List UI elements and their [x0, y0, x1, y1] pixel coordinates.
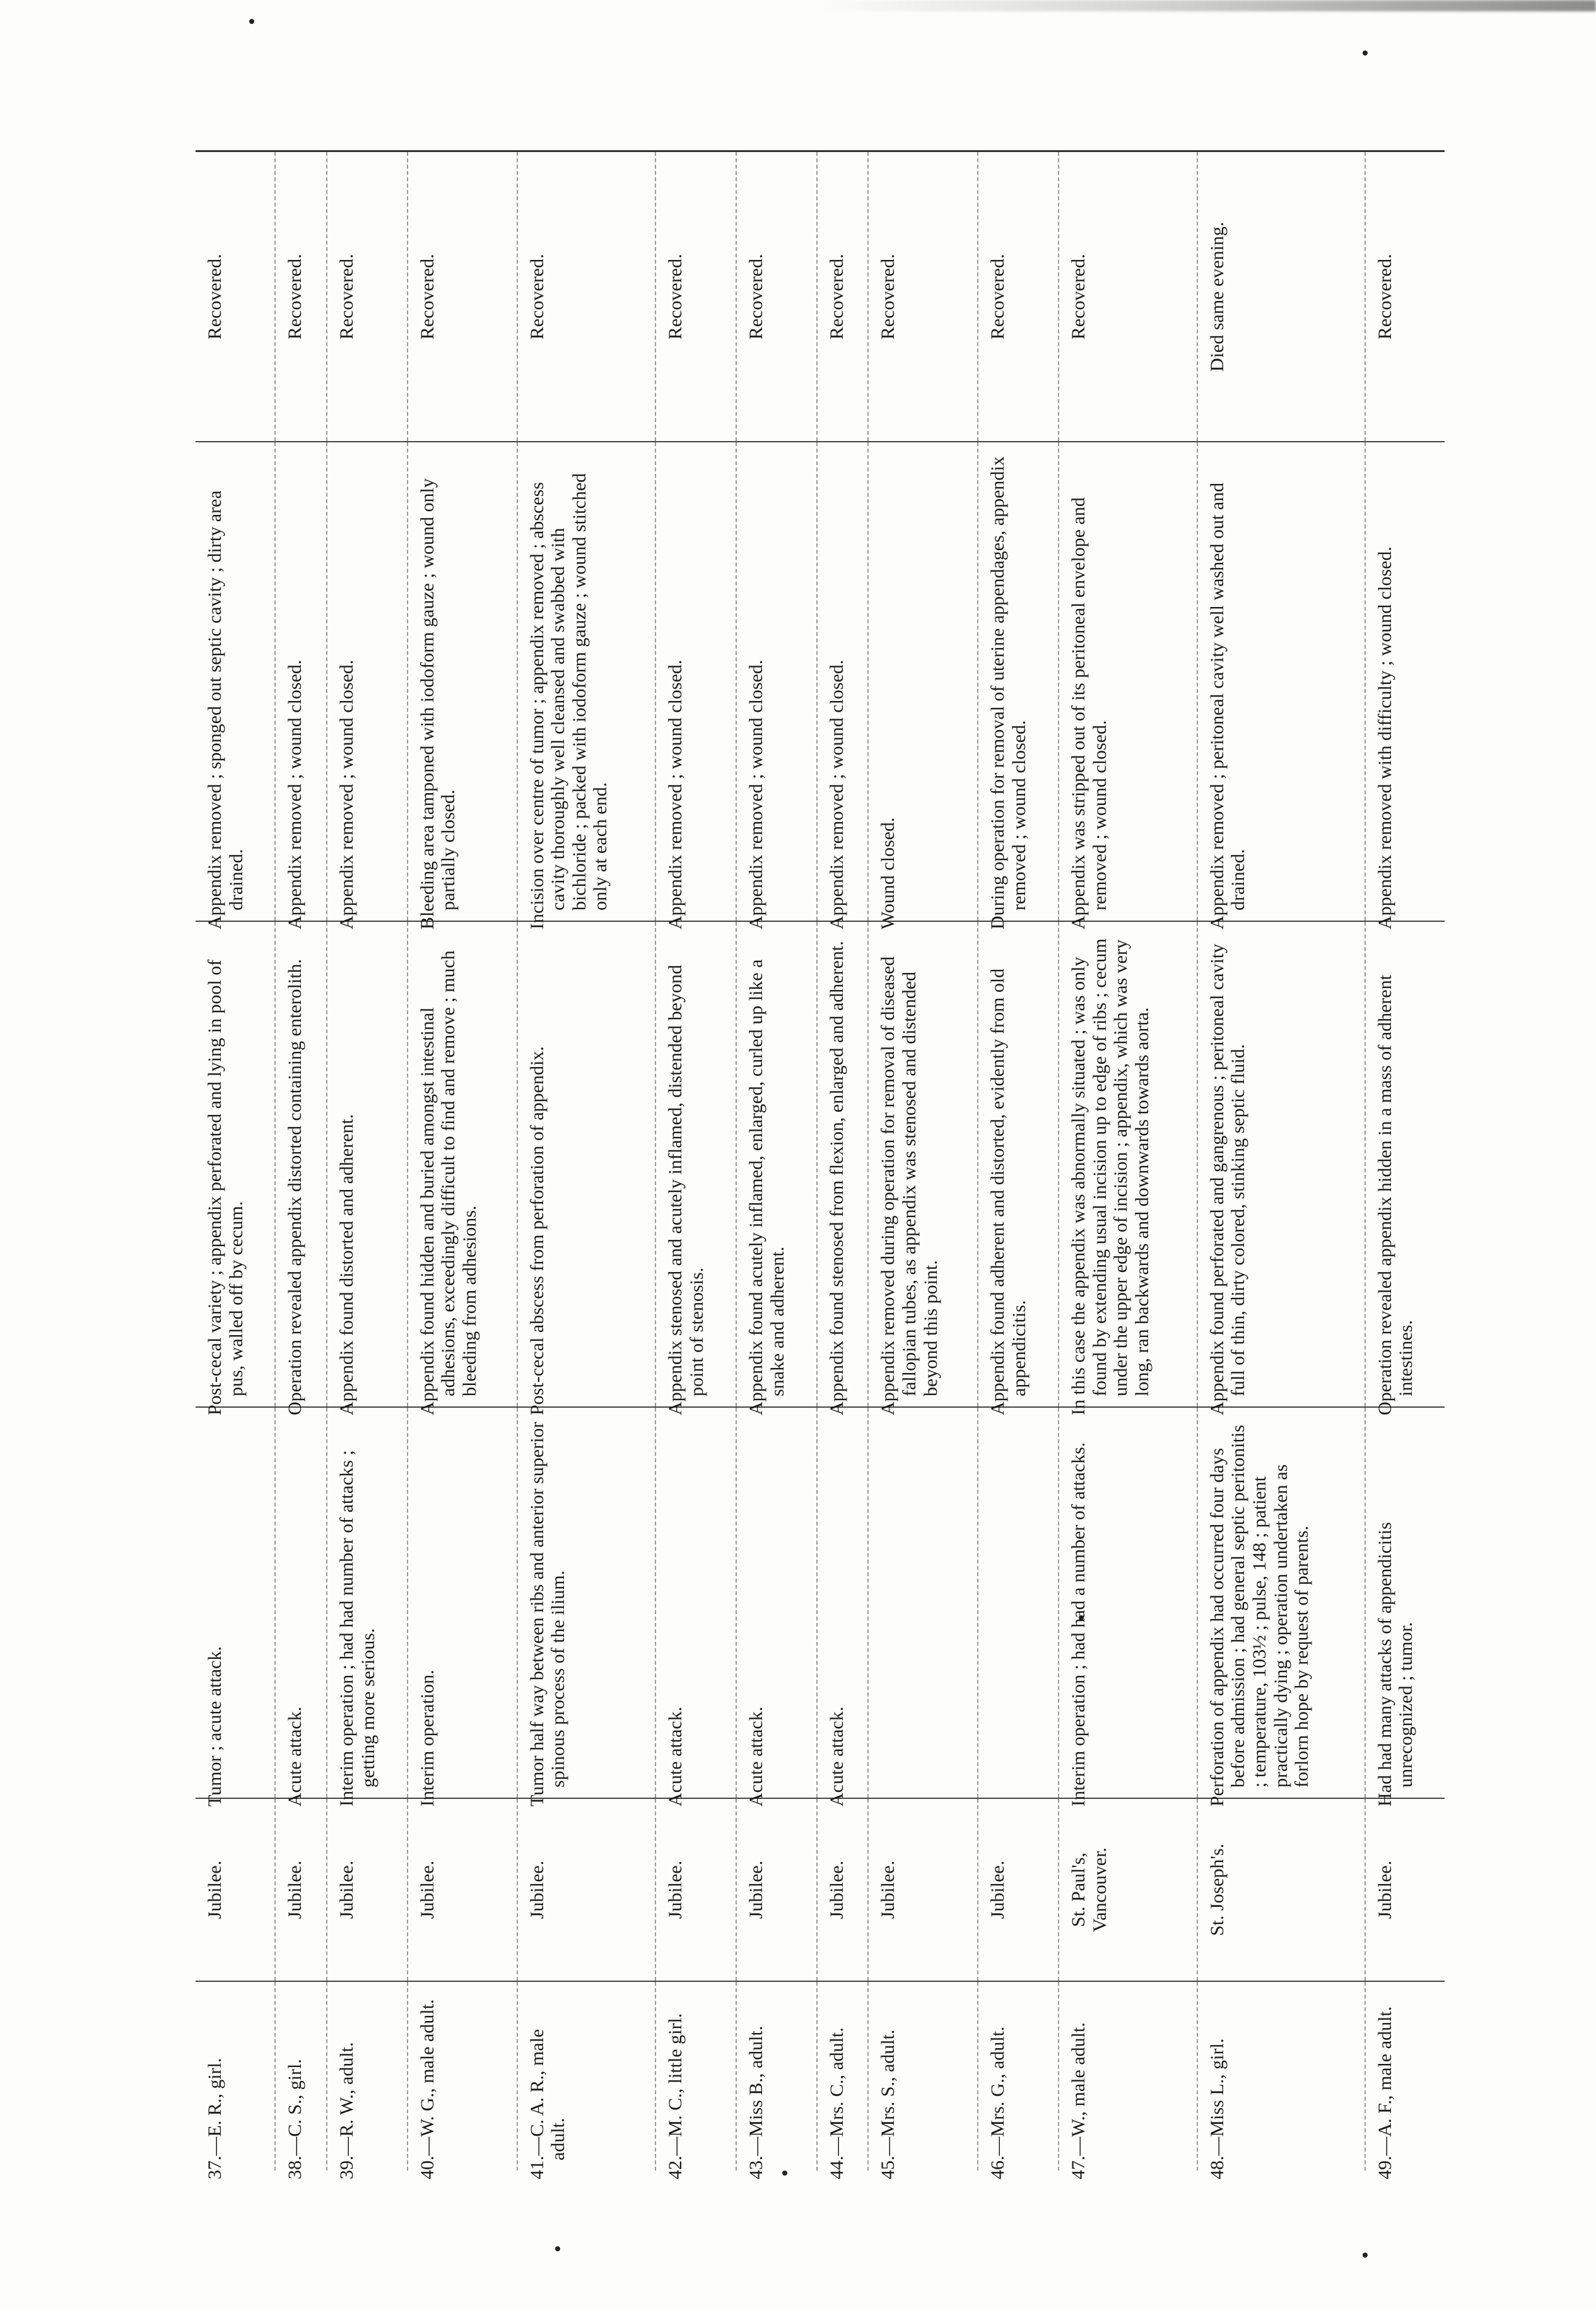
findings-cell: Post-cecal variety ; appendix perforated and lying in pool of pus, walled off by cecum.	[196, 921, 275, 1407]
operation-cell: Appendix removed ; peritoneal cavity well washed out and drained.	[1197, 442, 1365, 921]
hospital-cell: Jubilee.	[868, 1798, 978, 1981]
hospital-cell: Jubilee.	[517, 1798, 656, 1981]
hospital-cell: Jubilee.	[196, 1798, 275, 1981]
table-row	[327, 151, 408, 2171]
scan-speck	[1363, 2253, 1368, 2258]
history-cell: Acute attack.	[736, 1407, 817, 1798]
findings-cell: Operation revealed appendix distorted containing enterolith.	[275, 921, 327, 1407]
operation-cell: Appendix was stripped out of its peritoneal envelope and removed ; wound closed.	[1059, 442, 1197, 921]
case-table	[196, 151, 1445, 2179]
findings-cell: Appendix stenosed and acutely inflamed, distended beyond point of stenosis.	[655, 921, 736, 1407]
case-cell: 47.—W., male adult.	[1059, 1981, 1197, 2171]
history-cell: Perforation of appendix had occurred four days before admission ; had general septic peritonitis ; temperature, 103½ ; pulse, 148 ; patient practically dying ; operation undertaken as forlorn hope by request of parents.	[1197, 1407, 1365, 1798]
findings-cell: Appendix found adherent and distorted, evidently from old appendicitis.	[978, 921, 1059, 1407]
case-cell: 42.—M. C., little girl.	[655, 1981, 736, 2171]
history-cell: Acute attack.	[817, 1407, 869, 1798]
result-cell: Recovered.	[517, 151, 656, 442]
findings-cell: Appendix found acutely inflamed, enlarged, curled up like a snake and adherent.	[736, 921, 817, 1407]
case-cell: 41.—C. A. R., male adult.	[517, 1981, 656, 2171]
scan-edge-noise	[820, 0, 1596, 11]
case-cell: 40.—W. G., male adult.	[408, 1981, 517, 2171]
history-cell: Interim operation ; had had number of attacks ; getting more serious.	[327, 1407, 408, 1798]
result-cell: Recovered.	[1059, 151, 1197, 442]
hospital-cell: St. Paul's, Vancouver.	[1059, 1798, 1197, 1981]
operation-cell: Appendix removed ; wound closed.	[655, 442, 736, 921]
table-row	[817, 151, 869, 2171]
hospital-cell: Jubilee.	[408, 1798, 517, 1981]
table-row	[408, 151, 517, 2171]
history-cell: Tumor ; acute attack.	[196, 1407, 275, 1798]
result-cell: Recovered.	[868, 151, 978, 442]
table-row	[868, 151, 978, 2171]
hospital-cell: Jubilee.	[736, 1798, 817, 1981]
case-cell: 38.—C. S., girl.	[275, 1981, 327, 2171]
result-cell: Recovered.	[196, 151, 275, 442]
result-cell: Recovered.	[327, 151, 408, 442]
hospital-cell: Jubilee.	[327, 1798, 408, 1981]
table-row	[1059, 151, 1197, 2171]
history-cell: Interim operation ; had had a number of attacks.	[1059, 1407, 1197, 1798]
findings-cell: Post-cecal abscess from perforation of appendix.	[517, 921, 656, 1407]
operation-cell: Appendix removed ; wound closed.	[275, 442, 327, 921]
operation-cell: Incision over centre of tumor ; appendix removed ; abscess cavity thoroughly well cleansed and swabbed with bichloride ; packed with iodoform gauze ; wound stitched only at each end.	[517, 442, 656, 921]
hospital-cell: Jubilee.	[275, 1798, 327, 1981]
findings-cell: Operation revealed appendix hidden in a mass of adherent intestines.	[1365, 921, 1445, 1407]
table-row	[736, 151, 817, 2171]
result-cell: Recovered.	[817, 151, 869, 442]
table-row	[978, 151, 1059, 2171]
history-cell: Tumor half way between ribs and anterior superior spinous process of the ilium.	[517, 1407, 656, 1798]
scan-speck	[555, 2246, 560, 2251]
case-cell: 49.—A. F., male adult.	[1365, 1981, 1445, 2171]
case-cell: 48.—Miss L., girl.	[1197, 1981, 1365, 2171]
operation-cell: Appendix removed ; wound closed.	[327, 442, 408, 921]
history-cell	[868, 1407, 978, 1798]
findings-cell: Appendix found distorted and adherent.	[327, 921, 408, 1407]
result-cell: Recovered.	[736, 151, 817, 442]
case-cell: 39.—R. W., adult.	[327, 1981, 408, 2171]
operation-cell: Wound closed.	[868, 442, 978, 921]
table-row	[275, 151, 327, 2171]
scan-speck	[782, 2171, 787, 2176]
hospital-cell: Jubilee.	[1365, 1798, 1445, 1981]
history-cell: Acute attack.	[275, 1407, 327, 1798]
findings-cell: In this case the appendix was abnormally situated ; was only found by extending usual incision up to edge of ribs ; cecum under the upper edge of incision ; appendix, which was very long, ran backwards and downwards towards aorta.	[1059, 921, 1197, 1407]
case-cell: 43.—Miss B., adult.	[736, 1981, 817, 2171]
findings-cell: Appendix found stenosed from flexion, enlarged and adherent.	[817, 921, 869, 1407]
operation-cell: Appendix removed with difficulty ; wound closed.	[1365, 442, 1445, 921]
result-cell: Recovered.	[1365, 151, 1445, 442]
result-cell: Died same evening.	[1197, 151, 1365, 442]
history-cell: Had had many attacks of appendicitis unrecognized ; tumor.	[1365, 1407, 1445, 1798]
case-cell: 37.—E. R., girl.	[196, 1981, 275, 2171]
hospital-cell: St. Joseph's.	[1197, 1798, 1365, 1981]
case-cell: 46.—Mrs. G., adult.	[978, 1981, 1059, 2171]
case-cell: 44.—Mrs. C., adult.	[817, 1981, 869, 2171]
scan-speck	[249, 19, 254, 24]
history-cell: Acute attack.	[655, 1407, 736, 1798]
table-row	[196, 151, 275, 2171]
operation-cell: During operation for removal of uterine appendages, appendix removed ; wound closed.	[978, 442, 1059, 921]
table-row	[1365, 151, 1445, 2171]
history-cell	[978, 1407, 1059, 1798]
result-cell: Recovered.	[275, 151, 327, 442]
history-cell: Interim operation.	[408, 1407, 517, 1798]
table-row	[517, 151, 656, 2171]
result-cell: Recovered.	[978, 151, 1059, 442]
table-row	[1197, 151, 1365, 2171]
case-cell: 45.—Mrs. S., adult.	[868, 1981, 978, 2171]
hospital-cell: Jubilee.	[817, 1798, 869, 1981]
hospital-cell: Jubilee.	[978, 1798, 1059, 1981]
rotated-page	[196, 151, 1445, 2179]
findings-cell: Appendix found perforated and gangrenous ; peritoneal cavity full of thin, dirty colored, stinking septic fluid.	[1197, 921, 1365, 1407]
operation-cell: Appendix removed ; wound closed.	[817, 442, 869, 921]
findings-cell: Appendix removed during operation for removal of diseased fallopian tubes, as appendix was stenosed and distended beyond this point.	[868, 921, 978, 1407]
scan-speck	[1363, 50, 1368, 56]
findings-cell: Appendix found hidden and buried amongst intestinal adhesions, exceedingly difficult to find and remove ; much bleeding from adhesions.	[408, 921, 517, 1407]
operation-cell: Appendix removed ; sponged out septic cavity ; dirty area drained.	[196, 442, 275, 921]
operation-cell: Appendix removed ; wound closed.	[736, 442, 817, 921]
table-row	[655, 151, 736, 2171]
result-cell: Recovered.	[408, 151, 517, 442]
hospital-cell: Jubilee.	[655, 1798, 736, 1981]
result-cell: Recovered.	[655, 151, 736, 442]
operation-cell: Bleeding area tamponed with iodoform gauze ; wound only partially closed.	[408, 442, 517, 921]
